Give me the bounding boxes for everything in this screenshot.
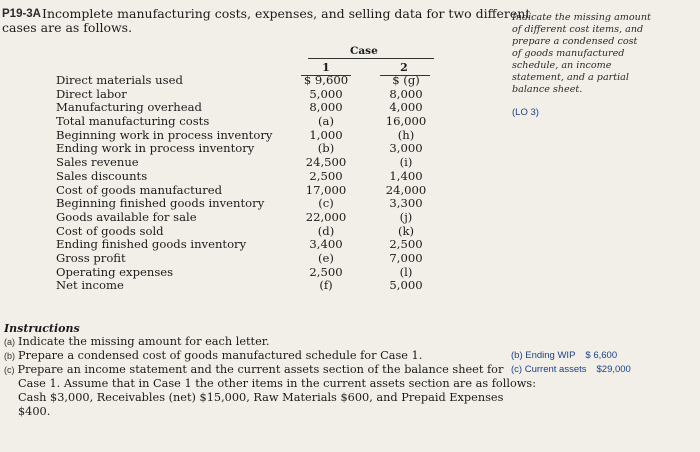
case-2-header: 2 [400, 61, 408, 74]
case-2-value: 4,000 [389, 100, 423, 115]
case-1-value: (b) [317, 141, 335, 156]
answer-label: (c) Current assets [511, 364, 587, 375]
table-row [56, 197, 476, 211]
margin-note-line: prepare a condensed cost [512, 36, 638, 47]
answer-label: (b) Ending WIP [511, 350, 576, 361]
case-1-value: (c) [318, 196, 334, 211]
row-label: Beginning work in process inventory [56, 127, 273, 142]
margin-note-line: balance sheet. [512, 84, 583, 95]
case-1-value: 22,000 [305, 209, 347, 224]
margin-note-line: Indicate the missing amount [512, 12, 651, 23]
case-1-header: 1 [322, 61, 330, 74]
row-label: Cost of goods sold [56, 223, 164, 238]
row-label: Direct materials used [56, 73, 183, 87]
table-row [56, 211, 476, 225]
margin-note-line: of different cost items, and [512, 24, 644, 35]
instructions-heading: Instructions [4, 322, 80, 335]
instruction-c-continued: Case 1. Assume that in Case 1 the other items in the current assets section are as follows: [18, 377, 537, 390]
cost-table [56, 74, 476, 293]
instruction-c-continued: Cash $3,000, Receivables (net) $15,000, Raw Materials $600, and Prepaid Expenses [18, 391, 504, 404]
case-2-value: 24,000 [385, 182, 427, 197]
case-2-value: 16,000 [385, 114, 427, 129]
answer-current-assets [511, 364, 631, 375]
case-2-value: (i) [399, 155, 413, 170]
case-1-value: (e) [318, 250, 334, 265]
instruction-b [4, 349, 422, 363]
table-row [56, 88, 476, 102]
instruction-c [4, 363, 503, 377]
margin-note-line: of goods manufactured [512, 48, 625, 59]
table-row [56, 252, 476, 266]
case-1-value: 3,400 [309, 237, 343, 252]
row-label: Ending work in process inventory [56, 141, 255, 156]
table-row [56, 170, 476, 184]
row-label: Ending finished goods inventory [56, 237, 247, 252]
row-label: Direct labor [56, 86, 127, 101]
margin-note-line: statement, and a partial [512, 72, 629, 83]
table-row [56, 101, 476, 115]
case-2-value: $ (g) [392, 73, 420, 87]
table-row [56, 184, 476, 198]
instruction-text: Prepare a condensed cost of goods manufactured schedule for Case 1. [18, 349, 423, 362]
instruction-a [4, 335, 270, 349]
case-1-value: 24,500 [305, 155, 347, 170]
case-1-value: 5,000 [309, 86, 343, 101]
table-row [56, 115, 476, 129]
problem-title: Incomplete manufacturing costs, expenses, and selling data for two different [42, 6, 531, 21]
instruction-text: Prepare an income statement and the current assets section of the balance sheet for [17, 363, 504, 376]
table-row [56, 266, 476, 280]
case-1-value: (d) [317, 223, 335, 238]
case-header: Case [350, 45, 378, 57]
case-1-value: (f) [319, 278, 333, 293]
case-2-value: 8,000 [389, 86, 423, 101]
problem-id: P19-3A [2, 8, 41, 20]
table-row [56, 279, 476, 293]
case-2-value: (l) [399, 264, 413, 279]
table-row [56, 238, 476, 252]
instruction-marker: (b) [4, 351, 15, 361]
case-2-value: 1,400 [389, 168, 423, 183]
row-label: Operating expenses [56, 264, 174, 279]
case-1-value: 8,000 [309, 100, 343, 115]
learning-objective: (LO 3) [512, 107, 539, 118]
row-label: Net income [56, 278, 124, 293]
row-label: Manufacturing overhead [56, 100, 202, 115]
case-2-value: 2,500 [389, 237, 423, 252]
instruction-marker: (a) [4, 337, 15, 347]
answer-amount: $29,000 [596, 364, 631, 375]
case-2-value: (k) [397, 223, 415, 238]
row-label: Total manufacturing costs [56, 114, 210, 129]
case-header-rule [308, 58, 434, 59]
instruction-text: Indicate the missing amount for each letter. [18, 335, 270, 348]
instruction-c-continued: $400. [18, 405, 51, 418]
case-1-value: 17,000 [305, 182, 347, 197]
row-label: Gross profit [56, 250, 126, 265]
margin-note-line: schedule, an income [512, 60, 612, 71]
case-1-value: (a) [318, 114, 334, 129]
case-1-value: 1,000 [309, 127, 343, 142]
row-label: Goods available for sale [56, 209, 197, 224]
row-label: Sales revenue [56, 155, 139, 170]
problem-title-continued: cases are as follows. [2, 20, 133, 35]
case-1-value: $ 9,600 [303, 73, 349, 87]
case-2-value: 7,000 [389, 250, 423, 265]
row-label: Beginning finished goods inventory [56, 196, 265, 211]
margin-note [512, 12, 652, 96]
case-1-value: 2,500 [309, 264, 343, 279]
case-2-value: (j) [399, 209, 413, 224]
table-row [56, 74, 476, 88]
answer-amount: $ 6,600 [585, 350, 618, 361]
table-row [56, 142, 476, 156]
row-label: Sales discounts [56, 168, 148, 183]
table-row [56, 156, 476, 170]
case-2-value: 3,000 [389, 141, 423, 156]
case-2-value: 3,300 [389, 196, 423, 211]
case-2-value: (h) [397, 127, 415, 142]
case-1-value: 2,500 [309, 168, 343, 183]
answer-ending-wip [511, 350, 617, 361]
case-2-value: 5,000 [389, 278, 423, 293]
table-row [56, 129, 476, 143]
row-label: Cost of goods manufactured [56, 182, 223, 197]
table-row [56, 225, 476, 239]
instruction-marker: (c) [4, 365, 15, 375]
